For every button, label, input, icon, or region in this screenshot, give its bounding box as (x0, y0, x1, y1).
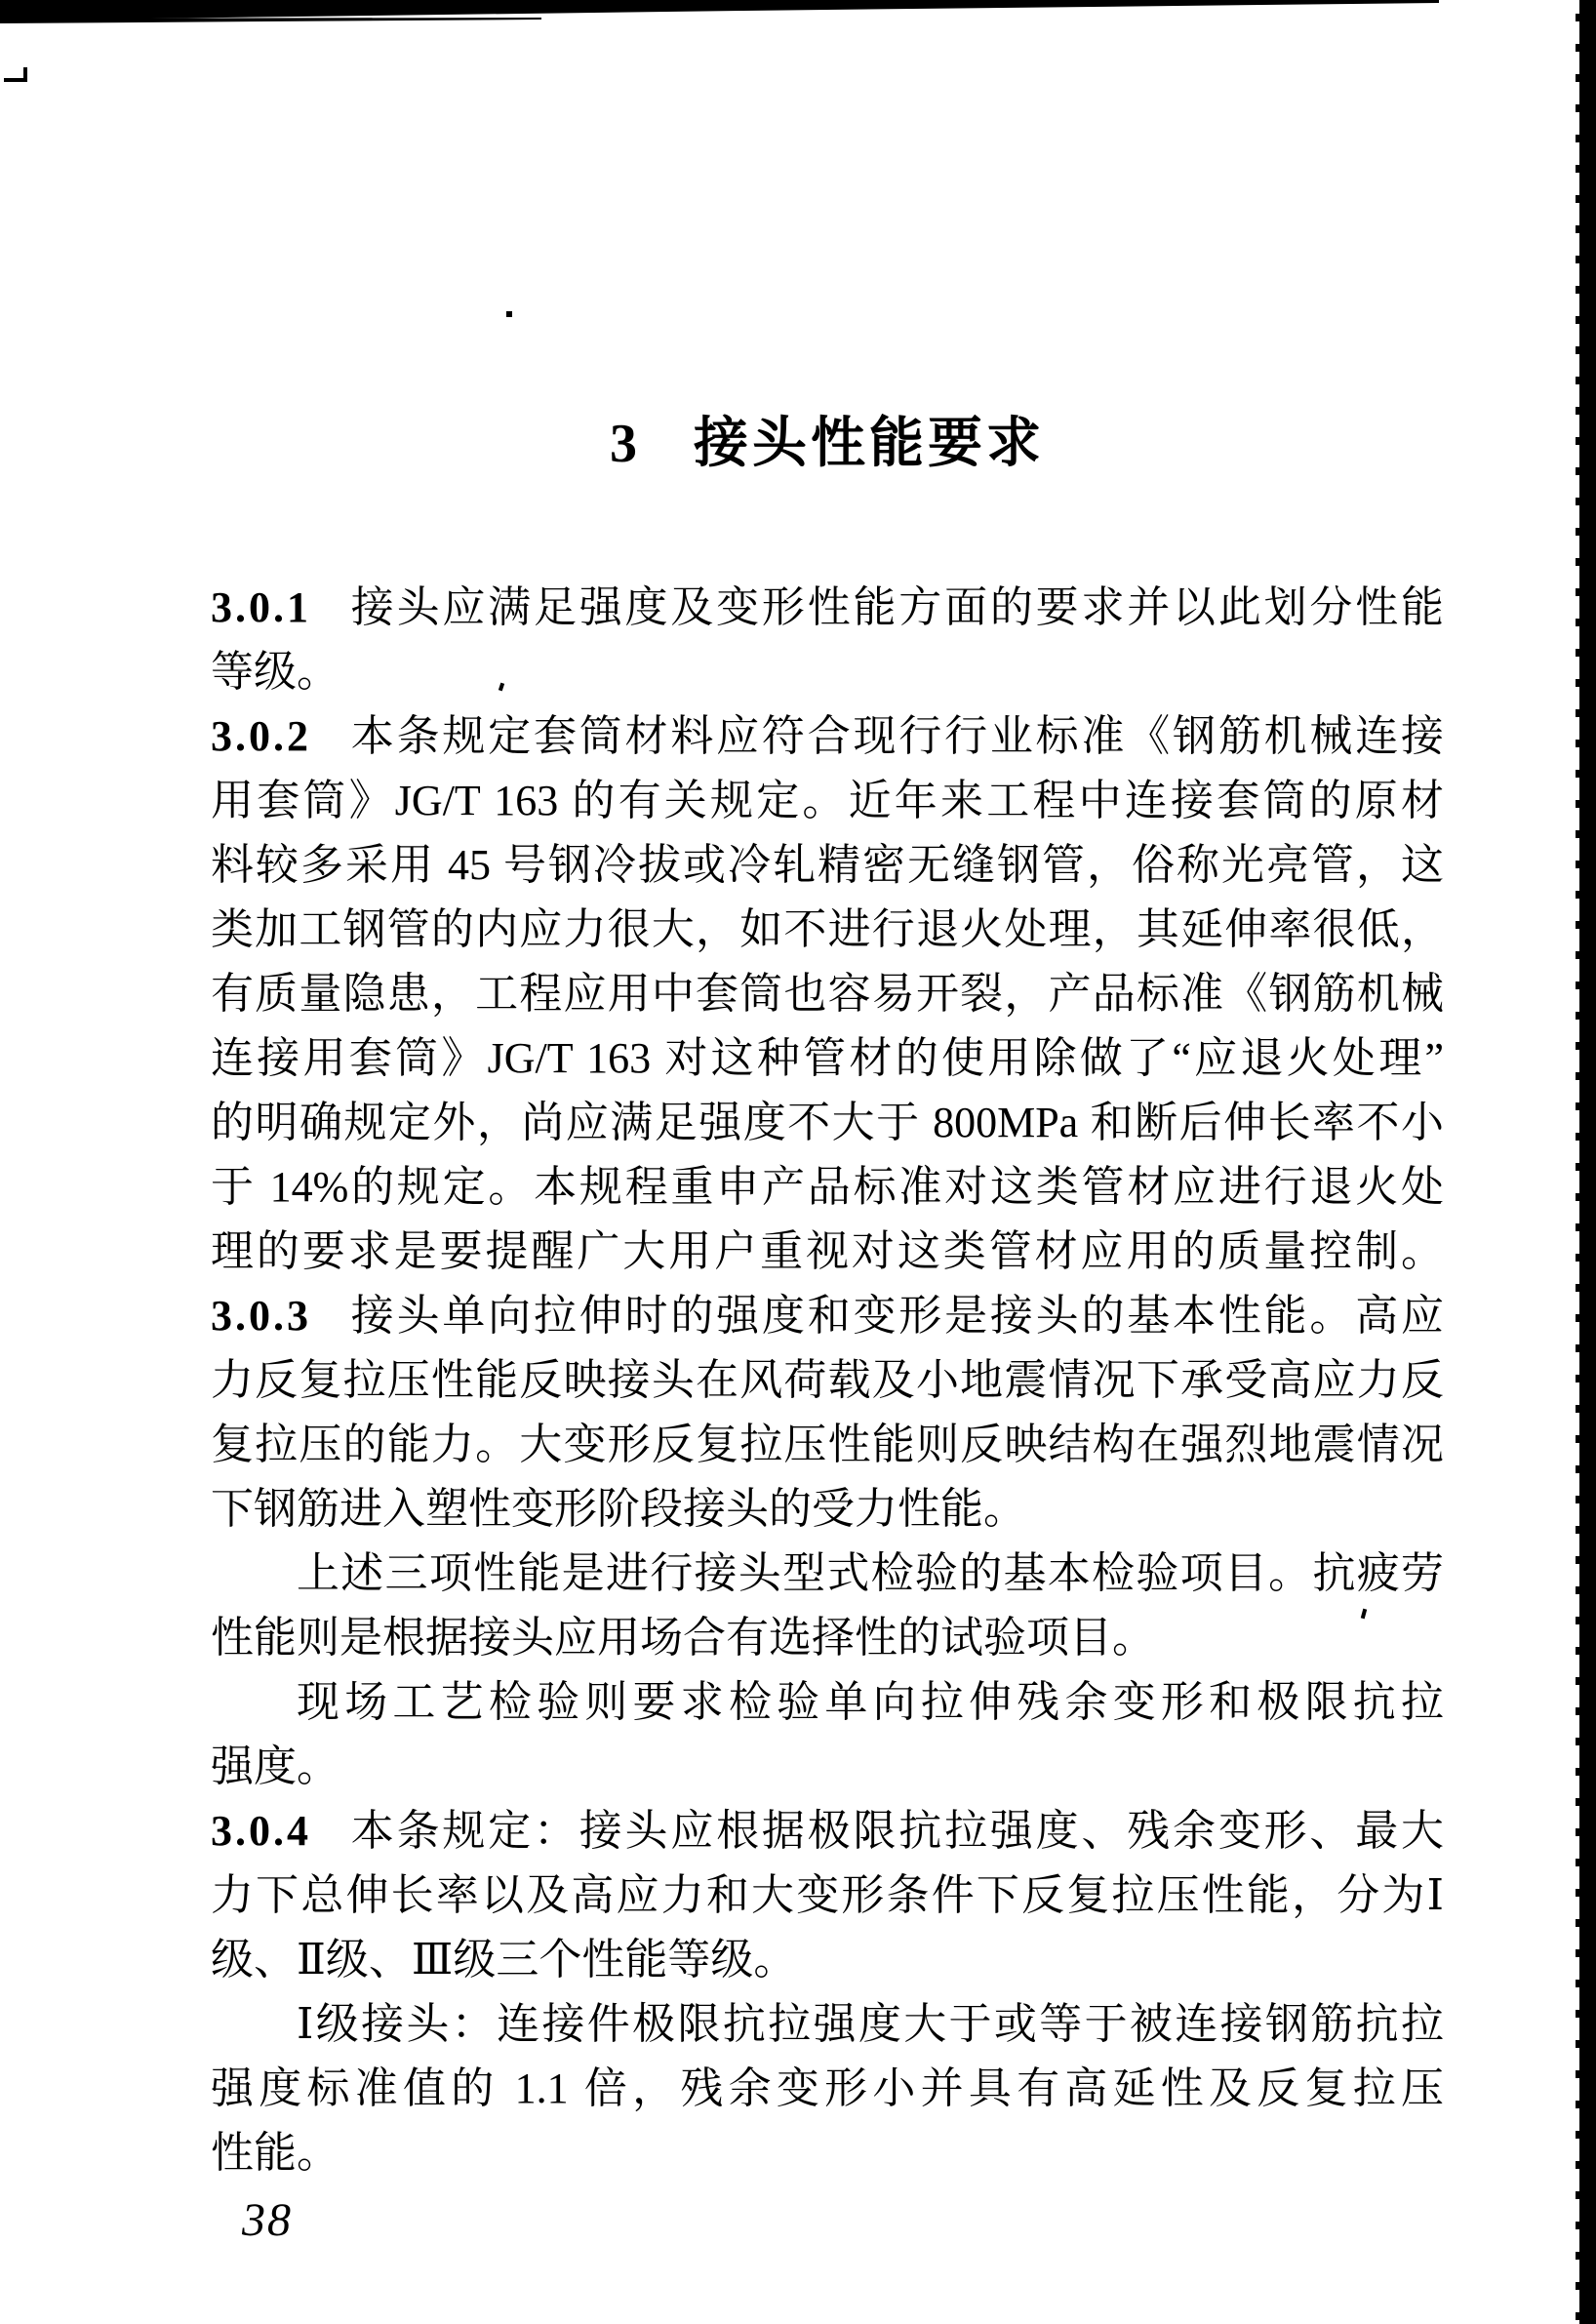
text-line (211, 1284, 1444, 1348)
clause-number: 3.0.1 (211, 583, 311, 631)
page-number: 38 (242, 2194, 293, 2246)
line-text: 性能。 (211, 2129, 339, 2177)
line-text: 的明确规定外，尚应满足强度不大于 800MPa 和断后伸长率不小 (211, 1099, 1444, 1146)
text-line (211, 769, 1444, 833)
text-line (211, 1735, 1444, 1799)
line-text: Ⅰ级接头：连接件极限抗拉强度大于或等于被连接钢筋抗拉 (297, 2000, 1444, 2048)
scan-artifact-top-band (0, 0, 1596, 39)
line-text: 力反复拉压性能反映接头在风荷载及小地震情况下承受高应力反 (211, 1356, 1444, 1404)
line-text: 现场工艺检验则要求检验单向拉伸残余变形和极限抗拉 (297, 1678, 1444, 1726)
text-line (211, 2121, 1444, 2185)
text-line (211, 1606, 1444, 1670)
text-line (211, 2057, 1444, 2121)
line-text: 用套筒》JG/T 163 的有关规定。近年来工程中连接套筒的原材 (211, 777, 1444, 824)
text-line (211, 898, 1444, 962)
line-text: 力下总伸长率以及高应力和大变形条件下反复拉压性能，分为Ⅰ (211, 1871, 1444, 1919)
line-text: 于 14%的规定。本规程重申产品标准对这类管材应进行退火处 (211, 1163, 1444, 1211)
line-text: 接头应满足强度及变形性能方面的要求并以此划分性能 (348, 583, 1444, 631)
text-line (211, 962, 1444, 1026)
line-text: 连接用套筒》JG/T 163 对这种管材的使用除做了“应退火处理” (211, 1034, 1444, 1082)
text-line (211, 1799, 1444, 1863)
text-line (211, 1477, 1444, 1542)
text-line (211, 576, 1444, 640)
clause-number: 3.0.2 (211, 712, 311, 760)
chapter-title: 3 接头性能要求 (610, 414, 1045, 474)
body-text (211, 576, 1444, 2185)
line-text: 接头单向拉伸时的强度和变形是接头的基本性能。高应 (348, 1292, 1444, 1340)
line-text: 类加工钢管的内应力很大，如不进行退火处理，其延伸率很低， (211, 905, 1444, 953)
text-line (211, 833, 1444, 898)
scan-artifact-corner-mark (23, 67, 27, 82)
line-text: 强度标准值的 1.1 倍，残余变形小并具有高延性及反复拉压 (211, 2064, 1444, 2112)
clause-number: 3.0.3 (211, 1292, 311, 1340)
text-line (211, 1091, 1444, 1155)
text-line (211, 1863, 1444, 1928)
text-line (211, 1413, 1444, 1477)
text-line (211, 1670, 1444, 1735)
line-text: 下钢筋进入塑性变形阶段接头的受力性能。 (211, 1485, 1026, 1533)
clause-number: 3.0.4 (211, 1807, 311, 1855)
line-text: 料较多采用 45 号钢冷拔或冷轧精密无缝钢管，俗称光亮管，这 (211, 841, 1444, 889)
noise-dot (506, 311, 512, 317)
text-line (211, 1542, 1444, 1606)
text-line (211, 640, 1444, 704)
text-line (211, 1348, 1444, 1413)
line-text: 性能则是根据接头应用场合有选择性的试验项目。 (211, 1614, 1155, 1662)
line-text: 强度。 (211, 1743, 339, 1790)
text-line (211, 1992, 1444, 2057)
line-text: 本条规定套筒材料应符合现行行业标准《钢筋机械连接 (348, 712, 1444, 760)
line-text: 有质量隐患，工程应用中套筒也容易开裂，产品标准《钢筋机械 (211, 970, 1444, 1018)
line-text: 级、Ⅱ级、Ⅲ级三个性能等级。 (211, 1936, 797, 1983)
line-text: 本条规定：接头应根据极限抗拉强度、残余变形、最大 (348, 1807, 1444, 1855)
line-text: 等级。 (211, 648, 339, 696)
text-line (211, 1026, 1444, 1091)
line-text: 复拉压的能力。大变形反复拉压性能则反映结构在强烈地震情况 (211, 1421, 1444, 1468)
scan-artifact-right-bar (1579, 0, 1596, 2324)
line-text: 理的要求是要提醒广大用户重视对这类管材应用的质量控制。 (211, 1227, 1444, 1275)
line-text: 上述三项性能是进行接头型式检验的基本检验项目。抗疲劳 (297, 1549, 1444, 1597)
text-line (211, 1155, 1444, 1220)
text-line (211, 1220, 1444, 1284)
text-line (211, 1928, 1444, 1992)
text-line (211, 704, 1444, 769)
